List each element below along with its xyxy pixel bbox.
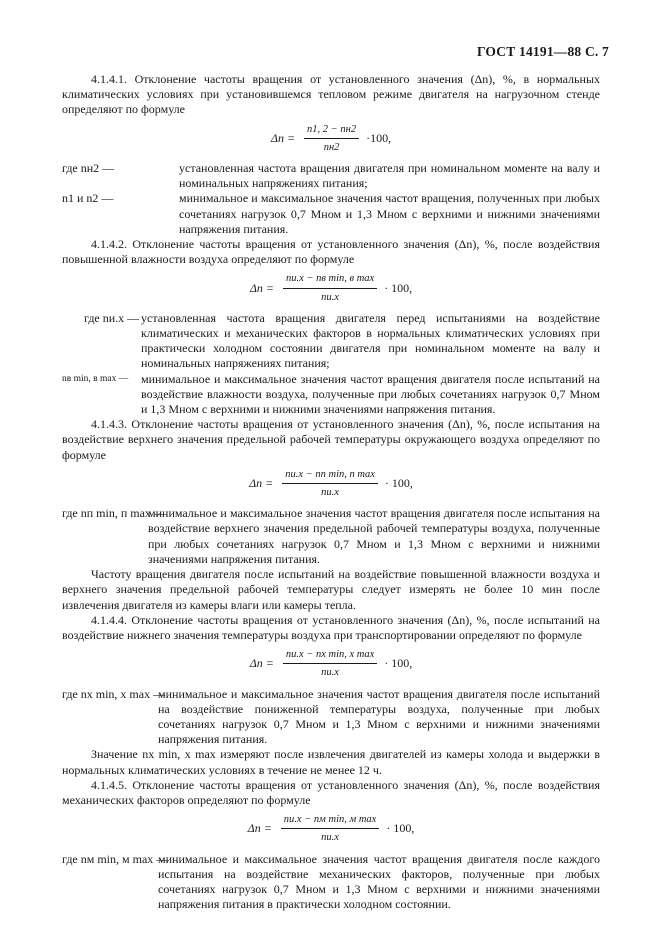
definition: [62, 191, 600, 237]
formula-5: [62, 812, 600, 845]
definition: [62, 161, 600, 191]
paragraph-4-1-4-5: 4.1.4.5. Отклонение частоты вращения от установленного значения (Δn), %, после воздействия механических факторов определяют по формуле: [62, 777, 600, 807]
formula-lhs: Δn =: [247, 821, 272, 836]
formula-tail: · 100,: [384, 656, 413, 671]
definition-text: установленная частота вращения двигателя при номинальном моменте на валу и номинальных напряжениях питания;: [179, 161, 600, 191]
formula-lhs: Δn =: [249, 280, 274, 295]
note-paragraph: Частоту вращения двигателя после испытаний на воздействие повышенной влажности воздуха и верхнего значения предельной рабочей температуры следует измерять не более 10 мин после извлечения двигателя из камеры влаги или камеры тепла.: [62, 567, 600, 612]
definition-term: n1 и n2 —: [62, 191, 114, 206]
formula-numerator: nи.х − nп min, п max: [282, 467, 378, 484]
formula-tail: · 100,: [384, 475, 413, 490]
definition-text: минимальное и максимальное значения частот вращения двигателя после испытаний на воздействие влажности воздуха, полученные при любых сочетаниях нагрузок 0,7 Mном и 1,3 Mном с верхними и нижними значениями напряжения питания.: [141, 371, 600, 417]
formula-tail: · 100,: [386, 821, 415, 836]
definition-term: nв min, в max —: [62, 373, 129, 384]
definition-text: минимальное и максимальное значения частот вращения двигателя после испытания на воздействие верхнего значения предельной рабочей температуры воздуха, полученные при любых сочетаниях нагрузок 0,7 Mном и 1,3 Mном с верхними и нижними значениями напряжения питания.: [148, 506, 600, 566]
page-header: ГОСТ 14191—88 С. 7: [476, 44, 609, 59]
definition-text: минимальное и максимальное значения частот вращения двигателя после каждого испытания на воздействие механических факторов, полученные при любых сочетаниях нагрузок 0,7 Mном и 1,3 Mном с верхними и нижними значениями напряжения питания в практически холодном состоянии.: [158, 851, 600, 912]
formula-lhs: Δn =: [249, 475, 274, 490]
formula-2: [62, 271, 600, 304]
formula-lhs: Δn =: [249, 656, 274, 671]
formula-1: [62, 122, 600, 155]
definition-term: где nп min, п max —: [62, 506, 166, 521]
formula-fraction: [304, 122, 359, 155]
definition-term: где nи.х —: [84, 310, 140, 325]
formula-denominator: nи.х: [321, 291, 339, 303]
formula-denominator: nи.х: [321, 832, 339, 844]
paragraph-4-1-4-3: 4.1.4.3. Отклонение частоты вращения от установленного значения (Δn), %, после испытания на воздействие верхнего значения предельной рабочей температуры окружающего воздуха определяют по формуле: [62, 417, 600, 462]
definition-term: где nх min, х max —: [62, 686, 166, 701]
formula-numerator: nи.х − nв min, в max: [283, 271, 377, 288]
formula-denominator: nи.х: [321, 487, 339, 499]
definition-text: установленная частота вращения двигателя перед испытаниями на воздействие климатических и механических факторов в нормальных климатических условиях при практически холодном состоянии двигателя при номинальном моменте на валу и номинальных напряжениях питания;: [141, 310, 600, 371]
paragraph-4-1-4-4: 4.1.4.4. Отклонение частоты вращения от установленного значения (Δn), %, после испытаний на воздействие нижнего значения температуры воздуха при транспортировании определяют по формуле: [62, 612, 600, 642]
formula-denominator: nн2: [323, 141, 340, 153]
definition-term: где nн2 —: [62, 161, 115, 176]
paragraph-4-1-4-1: 4.1.4.1. Отклонение частоты вращения от установленного значения (Δn), %, в нормальных климатических условиях при установившемся тепловом режиме двигателя на нагрузочном стенде определяют по формуле: [62, 72, 600, 117]
formula-fraction: [281, 812, 380, 845]
definition-text: минимальное и максимальное значения частот вращения, полученных при любых сочетаниях нагрузок 0,7 Mном и 1,3 Mном с верхними и нижними значениями напряжения питания.: [179, 191, 600, 236]
formula-fraction: [283, 271, 377, 304]
formula-4: [62, 647, 600, 680]
formula-numerator: n1, 2 − nн2: [304, 122, 359, 139]
note-paragraph: Значение nх min, х max измеряют после извлечения двигателей из камеры холода и выдержки в нормальных климатических условиях в течение не менее 12 ч.: [62, 747, 600, 777]
formula-fraction: [283, 647, 377, 680]
definition: [62, 852, 600, 913]
formula-fraction: [282, 467, 378, 500]
definition: [62, 372, 600, 418]
formula-tail: ·100,: [366, 130, 392, 145]
definition-term: где nм min, м max —: [62, 851, 169, 866]
definition: [62, 311, 600, 372]
formula-tail: · 100,: [384, 280, 413, 295]
formula-3: [62, 467, 600, 500]
definition: [62, 687, 600, 748]
document-body: [62, 72, 600, 912]
paragraph-4-1-4-2: 4.1.4.2. Отклонение частоты вращения от установленного значения (Δn), %, после воздействия повышенной влажности воздуха определяют по формуле: [62, 237, 600, 267]
formula-lhs: Δn =: [270, 130, 296, 145]
formula-denominator: nи.х: [321, 667, 339, 679]
definition-text: минимальное и максимальное значения частот вращения двигателя после испытаний на воздействие пониженной температуры воздуха, полученные при любых сочетаниях нагрузок 0,7 Mном и 1,3 Mном с верхними и нижними значениями напряжения питания.: [158, 686, 600, 747]
formula-numerator: nи.х − nх min, х max: [283, 647, 377, 664]
formula-numerator: nи.х − nм min, м max: [281, 812, 380, 829]
definition: [62, 506, 600, 567]
